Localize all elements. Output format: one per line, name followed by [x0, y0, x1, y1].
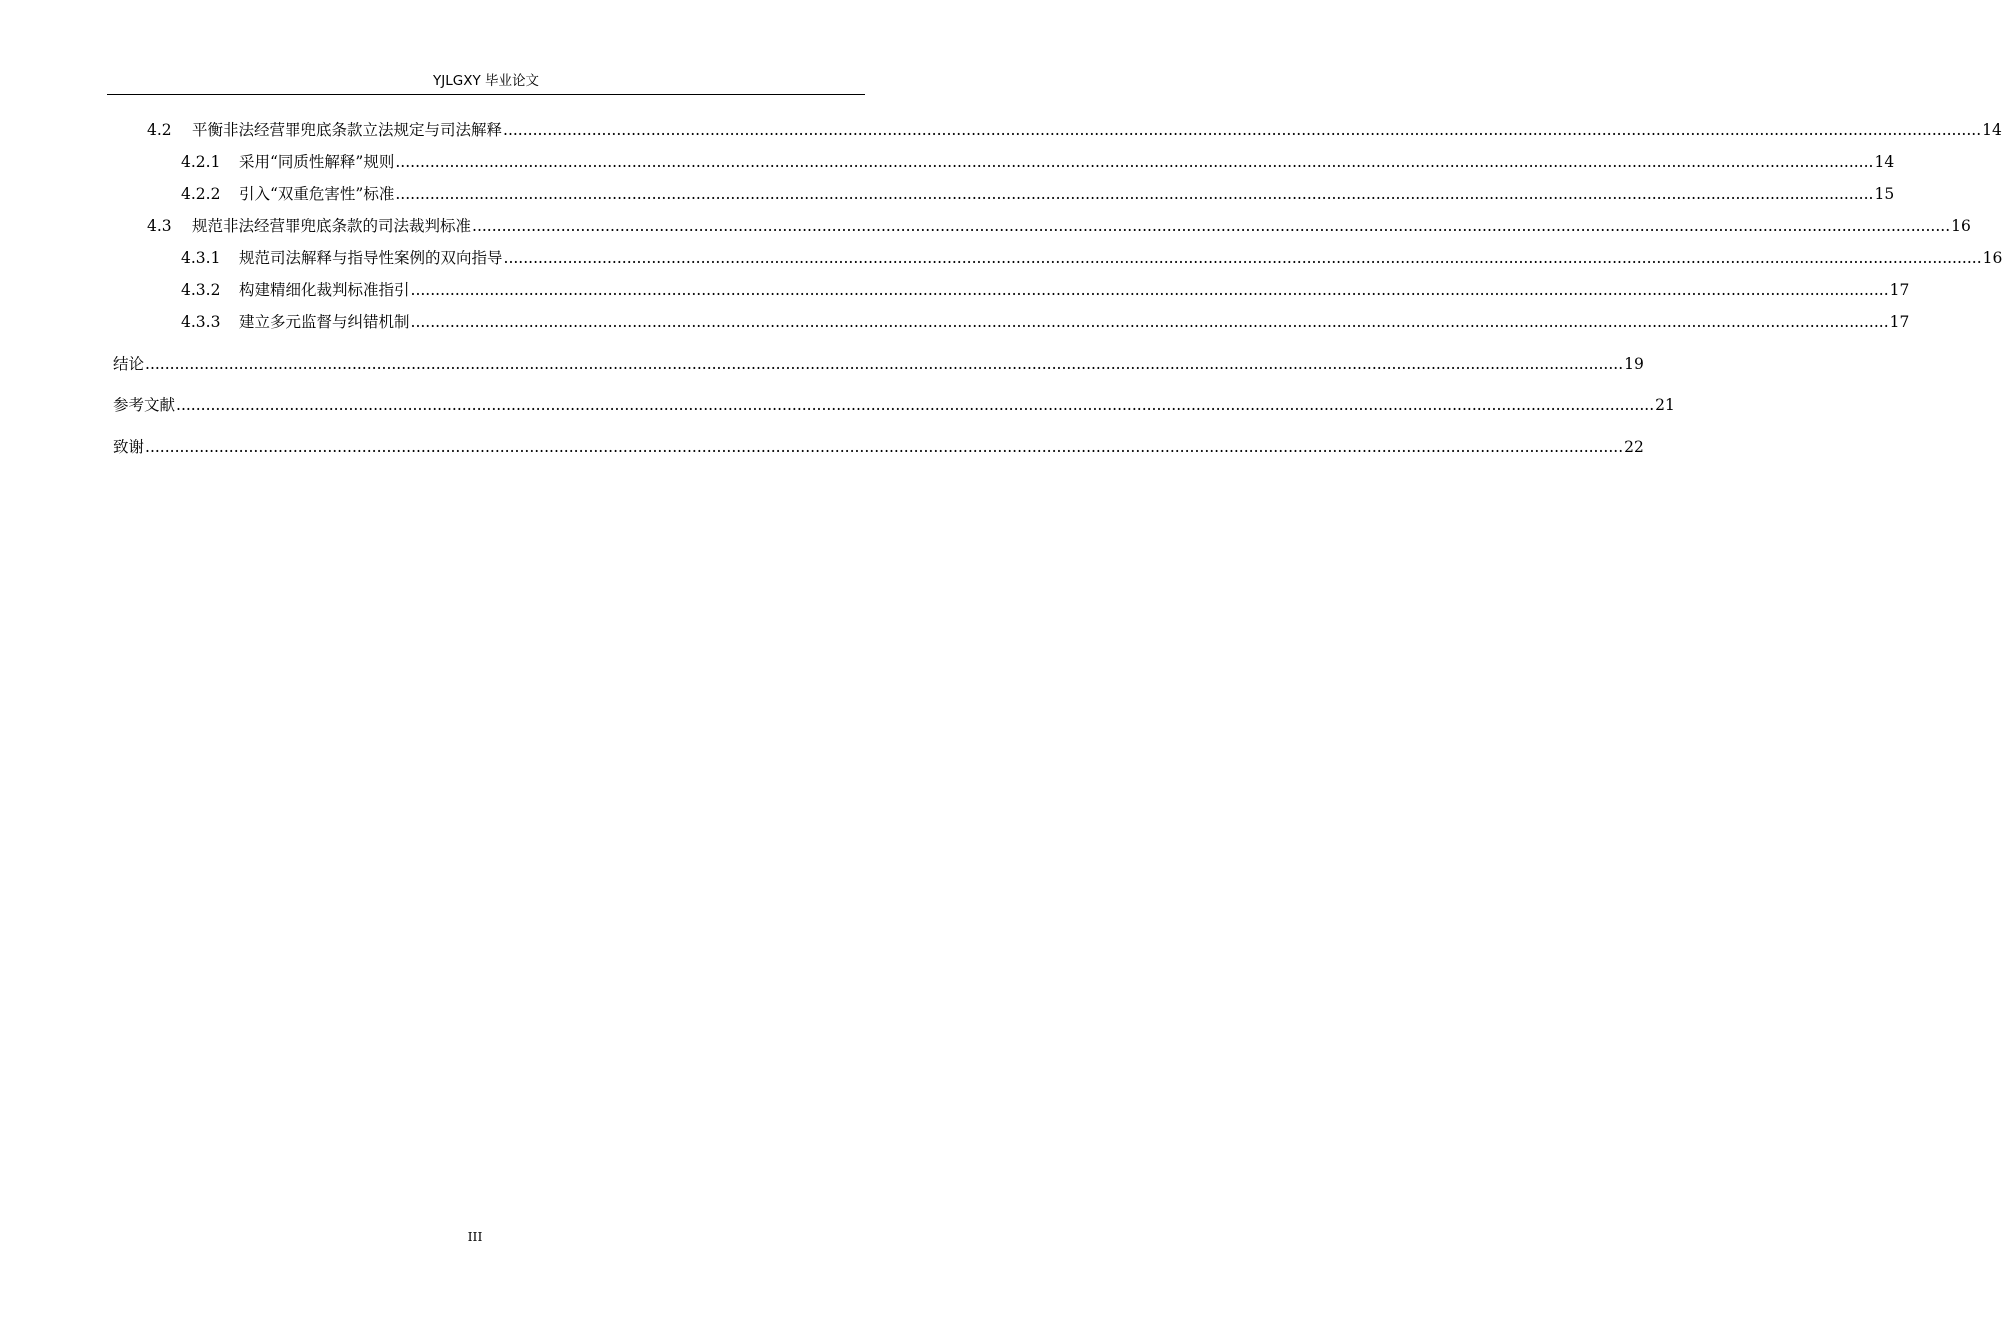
- toc-entry-title: 引入“双重危害性”标准: [239, 185, 395, 203]
- toc-entry-page: 17: [1889, 281, 1910, 299]
- toc-entry-4-2-2[interactable]: [181, 182, 1895, 206]
- toc-entry-4-3[interactable]: [147, 214, 1971, 238]
- toc-entry-title: 构建精细化裁判标准指引: [239, 281, 410, 299]
- toc-dot-leader: ............................................................................................................................................................................................................................................................................................................: [395, 153, 1874, 171]
- toc-entry-title: 参考文献: [113, 396, 176, 414]
- toc-entry-conclusion[interactable]: [113, 352, 1644, 376]
- toc-dot-leader: ............................................................................................................................................................................................................................................................................................................: [503, 249, 1982, 267]
- toc-entry-title: 规范司法解释与指导性案例的双向指导: [239, 249, 503, 267]
- toc-entry-4-2-1[interactable]: [181, 150, 1895, 174]
- toc-entry-page: 14: [1982, 121, 2002, 139]
- toc-entry-page: 21: [1655, 396, 1675, 414]
- toc-entry-title: 结论: [113, 355, 145, 373]
- toc-dot-leader: ............................................................................................................................................................................................................................................................................................................: [176, 396, 1655, 414]
- toc-entry-page: 15: [1874, 185, 1895, 203]
- toc-entry-title: 建立多元监督与纠错机制: [239, 313, 410, 331]
- toc-entry-page: 17: [1889, 313, 1910, 331]
- toc-dot-leader: ............................................................................................................................................................................................................................................................................................................: [472, 217, 1951, 235]
- toc-entry-page: 14: [1874, 153, 1895, 171]
- page-number: III: [467, 1229, 483, 1244]
- toc-entry-title: 平衡非法经营罪兜底条款立法规定与司法解释: [192, 121, 503, 139]
- toc-entry-title: 致谢: [113, 438, 145, 456]
- page-header: [107, 72, 865, 95]
- toc-entry-title: 规范非法经营罪兜底条款的司法裁判标准: [192, 217, 472, 235]
- toc-dot-leader: ............................................................................................................................................................................................................................................................................................................: [503, 121, 1982, 139]
- toc-entry-number: 4.2.2: [181, 185, 221, 203]
- toc-entry-acknowledgements[interactable]: [113, 435, 1644, 459]
- toc-entry-title: 采用“同质性解释”规则: [239, 153, 395, 171]
- toc-entry-number: 4.2.1: [181, 153, 221, 171]
- toc-entry-4-3-1[interactable]: [181, 246, 2002, 270]
- toc-dot-leader: ............................................................................................................................................................................................................................................................................................................: [145, 438, 1624, 456]
- toc-dot-leader: ............................................................................................................................................................................................................................................................................................................: [410, 313, 1889, 331]
- toc-entry-references[interactable]: [113, 393, 1675, 417]
- toc-entry-number: 4.3: [147, 217, 172, 235]
- page-footer: [0, 1228, 950, 1246]
- toc-entry-page: 19: [1624, 355, 1644, 373]
- toc-entry-number: 4.3.1: [181, 249, 221, 267]
- toc-dot-leader: ............................................................................................................................................................................................................................................................................................................: [395, 185, 1874, 203]
- toc-entry-number: 4.3.3: [181, 313, 221, 331]
- toc-entry-4-2[interactable]: [147, 118, 2002, 142]
- toc-entry-page: 16: [1982, 249, 2002, 267]
- header-title: YJLGXY 毕业论文: [433, 73, 539, 89]
- toc-entry-number: 4.2: [147, 121, 172, 139]
- toc-dot-leader: ............................................................................................................................................................................................................................................................................................................: [410, 281, 1889, 299]
- toc-entry-number: 4.3.2: [181, 281, 221, 299]
- toc-dot-leader: ............................................................................................................................................................................................................................................................................................................: [145, 355, 1624, 373]
- toc-entry-4-3-3[interactable]: [181, 310, 1910, 334]
- toc-entry-4-3-2[interactable]: [181, 278, 1910, 302]
- toc-entry-page: 16: [1951, 217, 1971, 235]
- toc-entry-page: 22: [1624, 438, 1644, 456]
